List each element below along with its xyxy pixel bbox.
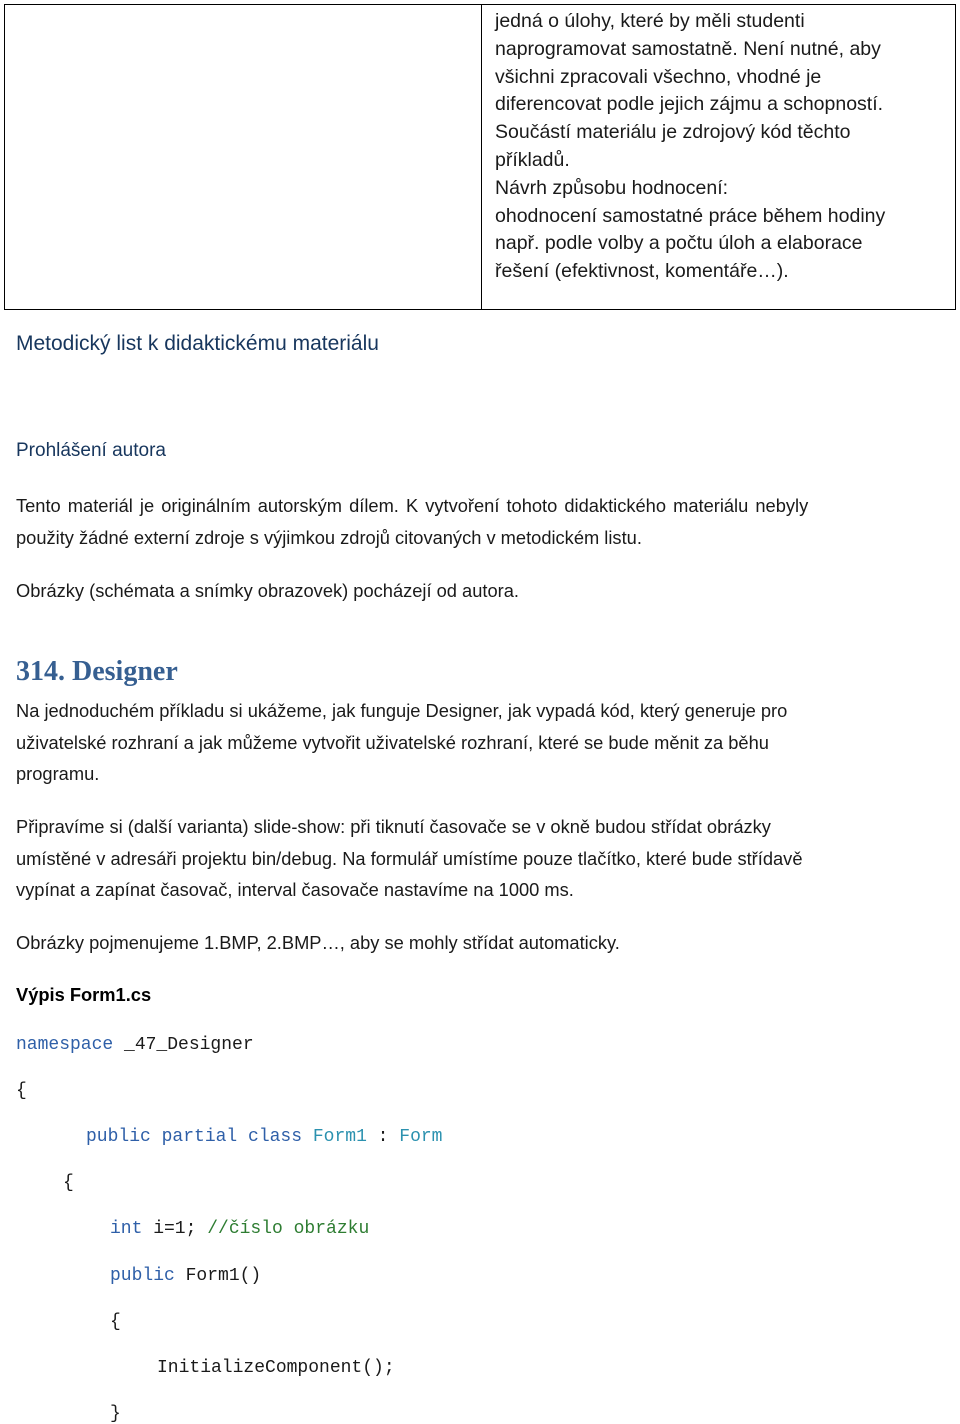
- table-line: řešení (efektivnost, komentáře…).: [495, 260, 789, 283]
- section-heading: 314. Designer: [16, 656, 178, 687]
- code-keyword: public: [110, 1266, 175, 1286]
- table-line: např. podle volby a počtu úloh a elaborace: [495, 232, 863, 255]
- table-line: všichni zpracovali všechno, vhodné je: [495, 65, 822, 88]
- code-keyword: int: [110, 1219, 143, 1239]
- code-line-brace: }: [110, 1404, 121, 1424]
- table-line: příkladů.: [495, 148, 570, 171]
- paragraph-line: použity žádné externí zdroje s výjimkou zdrojů citovaných v metodickém listu.: [16, 526, 642, 548]
- table-line: Návrh způsobu hodnocení:: [495, 176, 729, 199]
- code-keyword: namespace: [16, 1035, 114, 1055]
- code-identifier: Form1(): [174, 1266, 262, 1286]
- code-line-call: InitializeComponent();: [157, 1358, 395, 1378]
- code-type: Form: [399, 1127, 443, 1147]
- code-punct: :: [366, 1127, 400, 1147]
- methodology-table: [4, 4, 956, 310]
- preparation-paragraph: [16, 811, 956, 906]
- paragraph-line: programu.: [16, 763, 100, 784]
- code-type: Form1: [312, 1127, 367, 1147]
- table-line: ohodnocení samostatné práce během hodiny: [495, 204, 886, 227]
- table-cell-right: [482, 5, 955, 309]
- code-identifier: _47_Designer: [113, 1035, 254, 1055]
- table-line: naprogramovat samostatně. Není nutné, aby: [495, 37, 881, 60]
- intro-paragraph: [16, 695, 956, 790]
- paragraph-line: uživatelské rozhraní a jak můžeme vytvořit uživatelské rozhraní, které se bude měnit za běhu: [16, 731, 769, 753]
- images-naming-paragraph: Obrázky pojmenujeme 1.BMP, 2.BMP…, aby se mohly střídat automaticky.: [16, 932, 620, 953]
- metodicky-list-heading: Metodický list k didaktickému materiálu: [16, 332, 379, 355]
- images-source-paragraph: Obrázky (schémata a snímky obrazovek) pocházejí od autora.: [16, 580, 519, 601]
- code-comment: //číslo obrázku: [207, 1219, 370, 1239]
- code-line-constructor: [110, 1266, 261, 1286]
- code-line-field: [110, 1219, 369, 1239]
- table-cell-left: [5, 5, 482, 309]
- listing-heading: Výpis Form1.cs: [16, 984, 152, 1005]
- paragraph-line: Na jednoduchém příkladu si ukážeme, jak funguje Designer, jak vypadá kód, který generuje pro: [16, 700, 788, 721]
- prohlaseni-heading: Prohlášení autora: [16, 440, 166, 461]
- code-line-brace: {: [16, 1081, 27, 1101]
- paragraph-line: umístěné v adresáři projektu bin/debug. Na formulář umístíme pouze tlačítko, které bude střídavě: [16, 847, 803, 869]
- code-identifier: i=1;: [142, 1219, 208, 1239]
- code-keyword: public partial class: [86, 1127, 303, 1147]
- table-line: diferencovat podle jejich zájmu a schopností.: [495, 93, 884, 116]
- paragraph-line: vypínat a zapínat časovač, interval časovače nastavíme na 1000 ms.: [16, 879, 574, 900]
- table-line: jedná o úlohy, které by měli studenti: [495, 10, 805, 32]
- prohlaseni-paragraph: [16, 490, 956, 553]
- table-line: Součástí materiálu je zdrojový kód těchto: [495, 121, 851, 144]
- code-line-class: [86, 1127, 443, 1147]
- code-line-brace: {: [110, 1312, 121, 1332]
- paragraph-line: Tento materiál je originálním autorským dílem. K vytvoření tohoto didaktického materiálu nebyly: [16, 495, 809, 516]
- code-line-brace: {: [63, 1173, 74, 1193]
- code-line-namespace: [16, 1035, 254, 1055]
- paragraph-line: Připravíme si (další varianta) slide-show: při tiknutí časovače se v okně budou střídat obrázky: [16, 816, 771, 837]
